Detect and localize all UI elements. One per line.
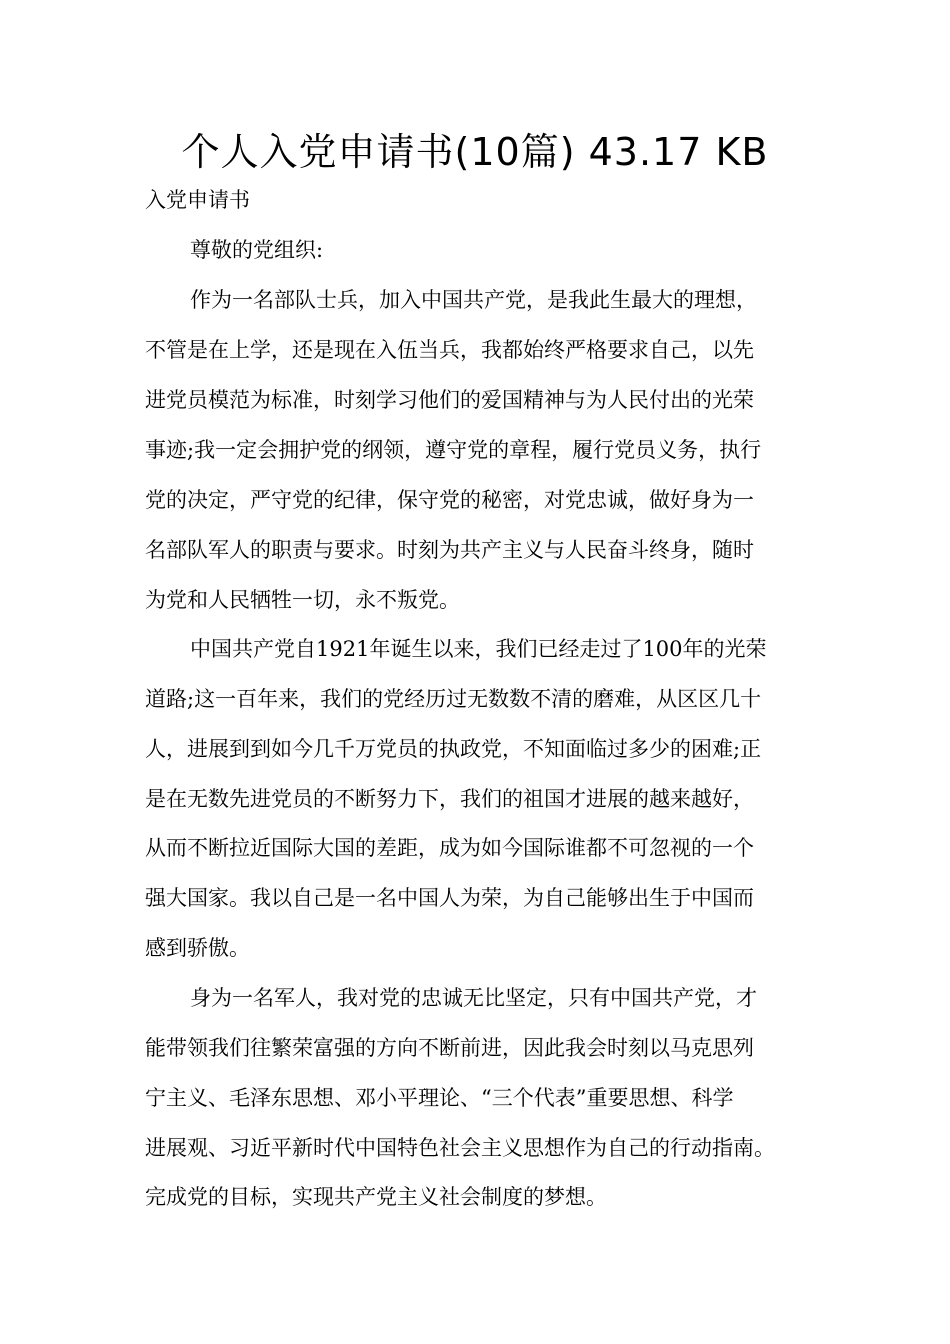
paragraph-3-line-1: 身为一名军人，我对党的忠诚无比坚定，只有中国共产党，才 [190, 986, 757, 1010]
paragraph-2-line-5: 从而不断拉近国际大国的差距，成为如今国际谁都不可忽视的一个 [145, 836, 754, 860]
paragraph-3-line-3: 宁主义、毛泽东思想、邓小平理论、“三个代表”重要思想、科学 [145, 1086, 734, 1110]
paragraph-1-line-4: 事迹;我一定会拥护党的纲领，遵守党的章程，履行党员义务，执行 [145, 438, 762, 462]
document-title: 个人入党申请书(10篇) 43.17 KB [181, 130, 769, 174]
salutation: 尊敬的党组织: [190, 238, 324, 262]
paragraph-1-line-7: 为党和人民牺牲一切，永不叛党。 [145, 588, 460, 612]
paragraph-3-line-5: 完成党的目标，实现共产党主义社会制度的梦想。 [145, 1185, 607, 1209]
paragraph-2-line-1: 中国共产党自1921年诞生以来，我们已经走过了100年的光荣 [190, 637, 767, 661]
paragraph-2-line-6: 强大国家。我以自己是一名中国人为荣，为自己能够出生于中国而 [145, 886, 754, 910]
paragraph-3-line-2: 能带领我们往繁荣富强的方向不断前进，因此我会时刻以马克思列 [145, 1036, 754, 1060]
paragraph-2-line-2: 道路;这一百年来，我们的党经历过无数数不清的磨难，从区区几十 [145, 687, 762, 711]
paragraph-1-line-1: 作为一名部队士兵，加入中国共产党，是我此生最大的理想， [190, 288, 757, 312]
paragraph-1-line-2: 不管是在上学，还是现在入伍当兵，我都始终严格要求自己，以先 [145, 338, 754, 362]
paragraph-1-line-3: 进党员模范为标准，时刻学习他们的爱国精神与为人民付出的光荣 [145, 388, 754, 412]
paragraph-2-line-4: 是在无数先进党员的不断努力下，我们的祖国才进展的越来越好， [145, 787, 754, 811]
paragraph-3-line-4: 进展观、习近平新时代中国特色社会主义思想作为自己的行动指南。 [145, 1136, 775, 1160]
paragraph-2-line-3: 人，进展到到如今几千万党员的执政党，不知面临过多少的困难;正 [145, 737, 762, 761]
paragraph-1-line-5: 党的决定，严守党的纪律，保守党的秘密，对党忠诚，做好身为一 [145, 488, 754, 512]
document-heading: 入党申请书 [145, 188, 250, 212]
paragraph-1-line-6: 名部队军人的职责与要求。时刻为共产主义与人民奋斗终身，随时 [145, 538, 754, 562]
paragraph-2-line-7: 感到骄傲。 [145, 936, 250, 960]
